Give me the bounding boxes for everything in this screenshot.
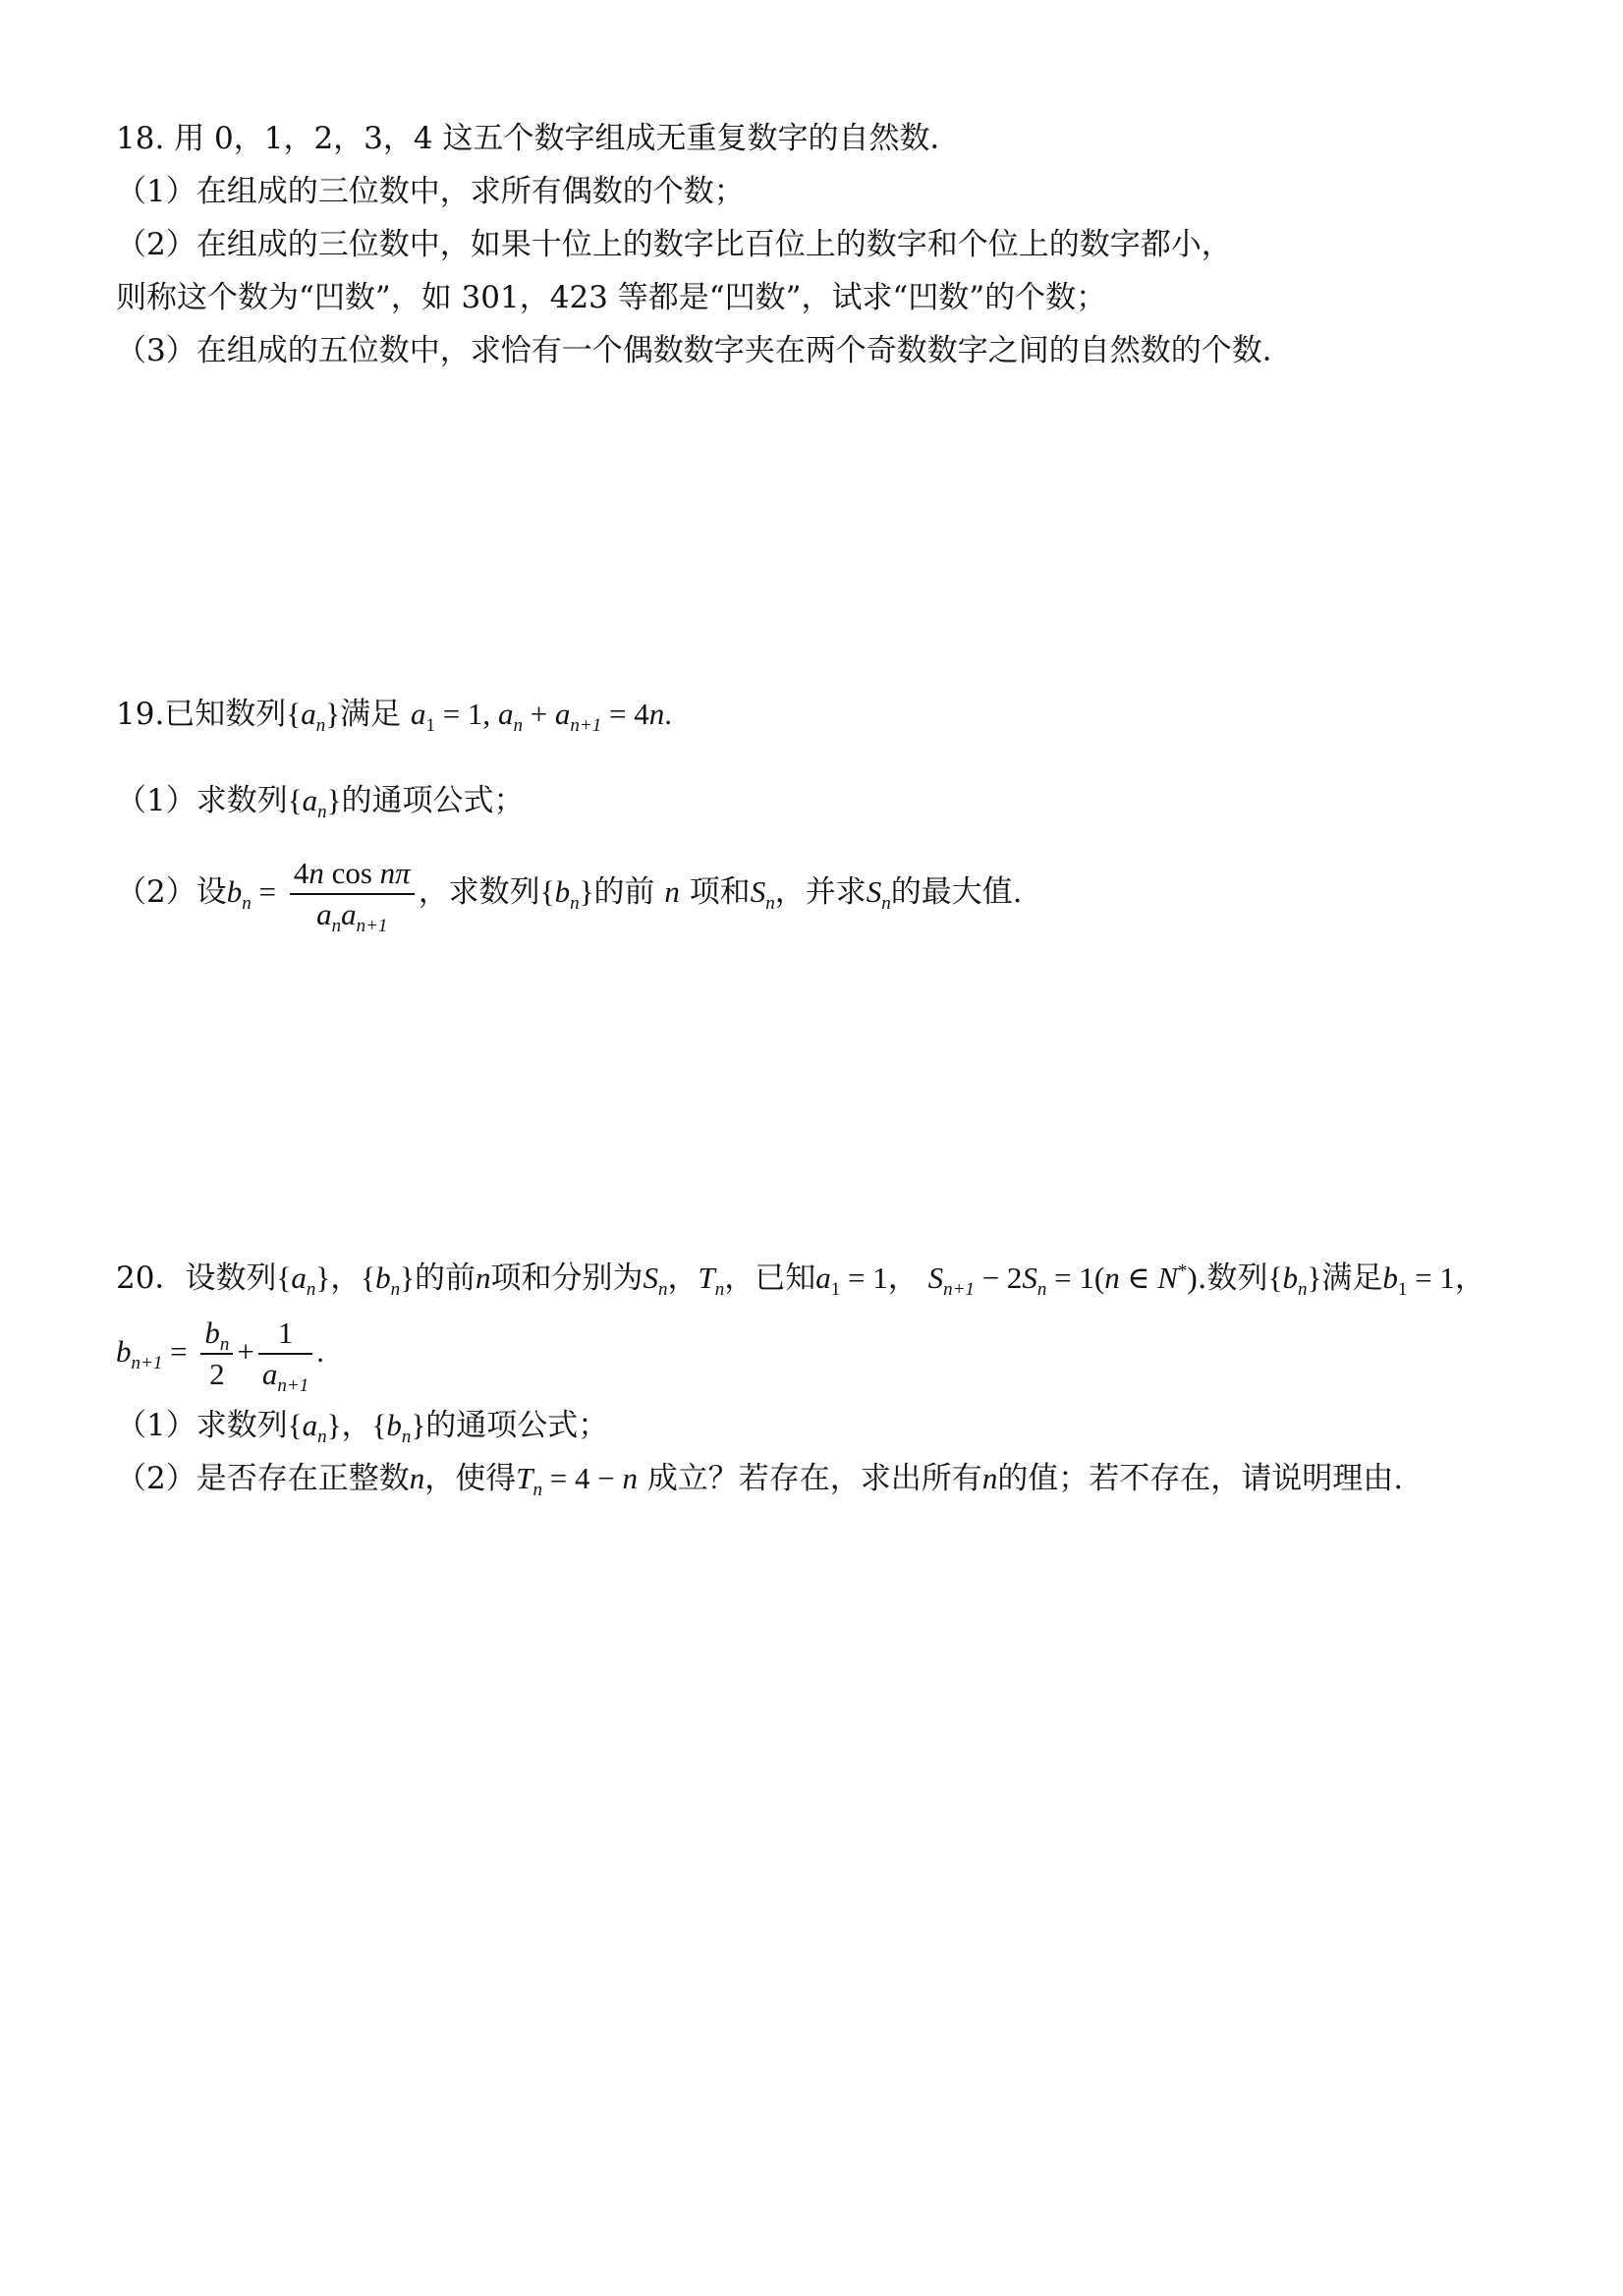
problem-18 (116, 112, 1531, 377)
problem-20-part-1: （1）求数列$\{a_n\}$，$\{b_n\}$的通项公式； (116, 1408, 609, 1448)
problem-19-part-1: （1）求数列$\{a_n\}$的通项公式； (116, 783, 525, 823)
problem-20 (116, 1252, 1531, 1505)
problem-18-part-2-line-2: 则称这个数为“凹数”，如 301，423 等都是“凹数”，试求“凹数”的个数； (116, 280, 1107, 315)
problem-18-part-1: （1）在组成的三位数中，求所有偶数的个数； (116, 174, 745, 209)
problem-19-fraction: $\frac{\text{4n cos nπ}}{a_na_{n+1}}$ (290, 858, 415, 930)
problem-18-title: 18. 用 0，1，2，3，4 这五个数字组成无重复数字的自然数． (116, 121, 961, 156)
problem-19-title: 19.已知数列$\{a_n\}$满足 $a_1 = 1$, $a_n + a_{n+1} = 4n$. (116, 697, 672, 737)
problem-19-condition: $a_1 = 1$, $a_n + a_{n+1} = 4n$. (410, 697, 672, 737)
problem-19 (116, 688, 1531, 939)
problem-20-title: 20．设数列$\{a_n\}$，$\{b_n\}$的前n项和分别为$S_n$，$T_n$，已知$a_1 = 1$， $S_{n+1} - 2S_n = 1(n$ ∈ N*).数列$\{b_n\}$满足$b_1 = 1$， (116, 1260, 1485, 1301)
problem-19-part-2: （2）设$b_n$ = $\frac{\text{4n cos nπ}}{a_na_{n+1}}$ ，求数列$\{b_n\}$的前 n 项和$S_n$，并求$S_n$的最大值. (116, 855, 1023, 936)
problem-20-recurrence: $b_{n+1}$ = $\frac{b_n}{2}$ + $\frac{1}{a_{n+1}}$ . (116, 1315, 324, 1396)
problem-20-part-2: （2）是否存在正整数n，使得$T_n = 4 - n$ 成立？若存在，求出所有n的值；若不存在，请说明理由. (116, 1461, 1404, 1501)
problem-18-part-3: （3）在组成的五位数中，求恰有一个偶数数字夹在两个奇数数字之间的自然数的个数． (116, 333, 1293, 368)
problem-18-part-2-line-1: （2）在组成的三位数中，如果十位上的数字比百位上的数字和个位上的数字都小， (116, 227, 1232, 262)
